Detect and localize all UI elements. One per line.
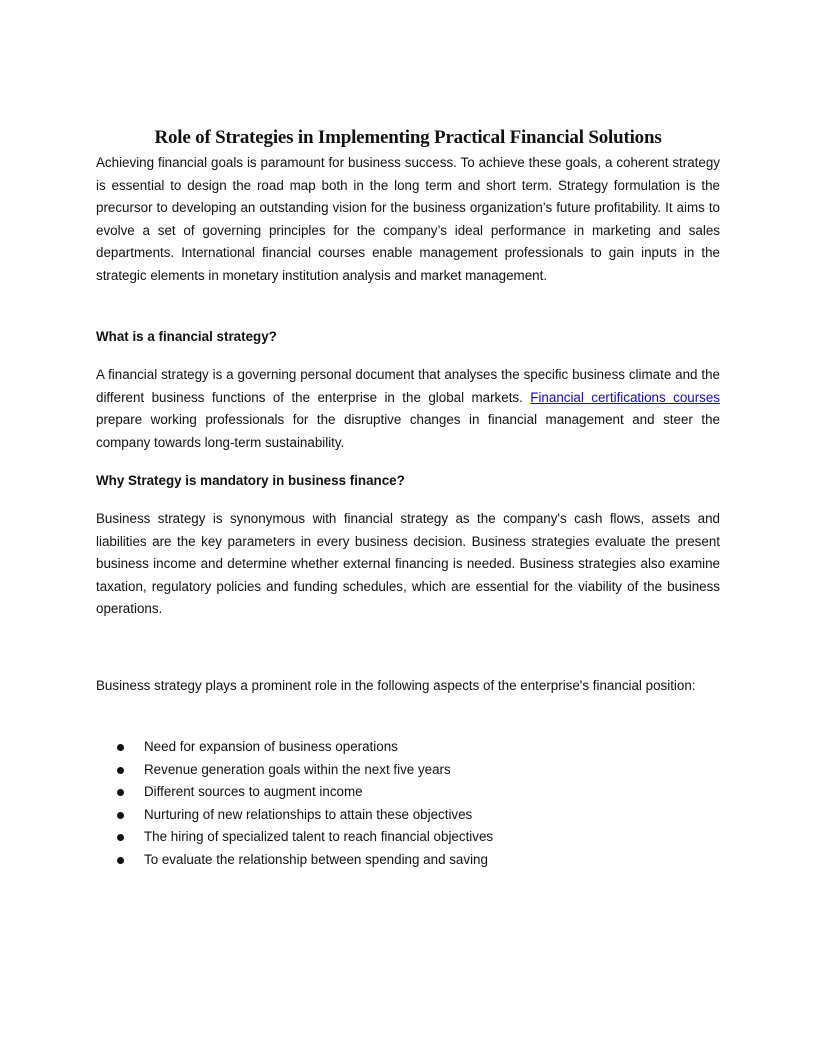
bullet-icon (117, 834, 124, 841)
list-item (96, 759, 493, 782)
bullet-icon (117, 857, 124, 864)
bullet-icon (117, 744, 124, 751)
list-item-text: Need for expansion of business operations (144, 739, 398, 754)
bullet-icon (117, 812, 124, 819)
list-item (96, 736, 493, 759)
financial-certifications-link[interactable]: Financial certifications courses (530, 389, 721, 405)
financial-strategy-paragraph (96, 364, 720, 454)
list-item-text: Revenue generation goals within the next five years (144, 761, 451, 777)
list-item (96, 826, 493, 849)
paragraph-text-before-link: A financial strategy is a governing personal document that analyses the specific business climate and the different business functions of the enterprise in the global markets. (96, 367, 720, 405)
list-item-text: To evaluate the relationship between spending and saving (144, 851, 488, 867)
section-heading-financial-strategy: What is a financial strategy? (96, 329, 277, 344)
list-item-text: The hiring of specialized talent to reach financial objectives (144, 829, 494, 845)
list-item (96, 849, 493, 872)
list-intro-paragraph: Business strategy plays a prominent role in the following aspects of the enterprise's financial position: (96, 678, 696, 693)
bullet-icon (117, 789, 124, 796)
bullet-icon (117, 767, 124, 774)
intro-paragraph: Achieving financial goals is paramount for business success. To achieve these goals, a coherent strategy is essential to design the road map both in the long term and short term. Strategy formulation is the precursor to developing an outstanding vision for the business organization’s future profitability. It aims to evolve a set of governing principles for the company’s ideal performance in marketing and sales departments. International financial courses enable management professionals to gain inputs in the strategic elements in monetary institution analysis and market management. (96, 155, 720, 283)
list-item-text: Different sources to augment income (144, 784, 363, 800)
list-item-text: Nurturing of new relationships to attain these objectives (144, 806, 473, 822)
section-heading-strategy-mandatory: Why Strategy is mandatory in business finance? (96, 473, 405, 488)
aspects-bullet-list (96, 736, 493, 872)
list-item (96, 804, 493, 827)
strategy-mandatory-paragraph: Business strategy is synonymous with financial strategy as the company's cash flows, assets and liabilities are the key parameters in every business decision. Business strategies evaluate the present business income and determine whether external financing is needed. Business strategies also examine taxation, regulatory policies and funding schedules, which are essential for the viability of the business operations. (96, 511, 720, 617)
document-title: Role of Strategies in Implementing Practical Financial Solutions (154, 126, 662, 148)
paragraph-text-after-link: prepare working professionals for the disruptive changes in financial management and steer the company towards long-term sustainability. (96, 412, 720, 450)
list-item (96, 781, 493, 804)
